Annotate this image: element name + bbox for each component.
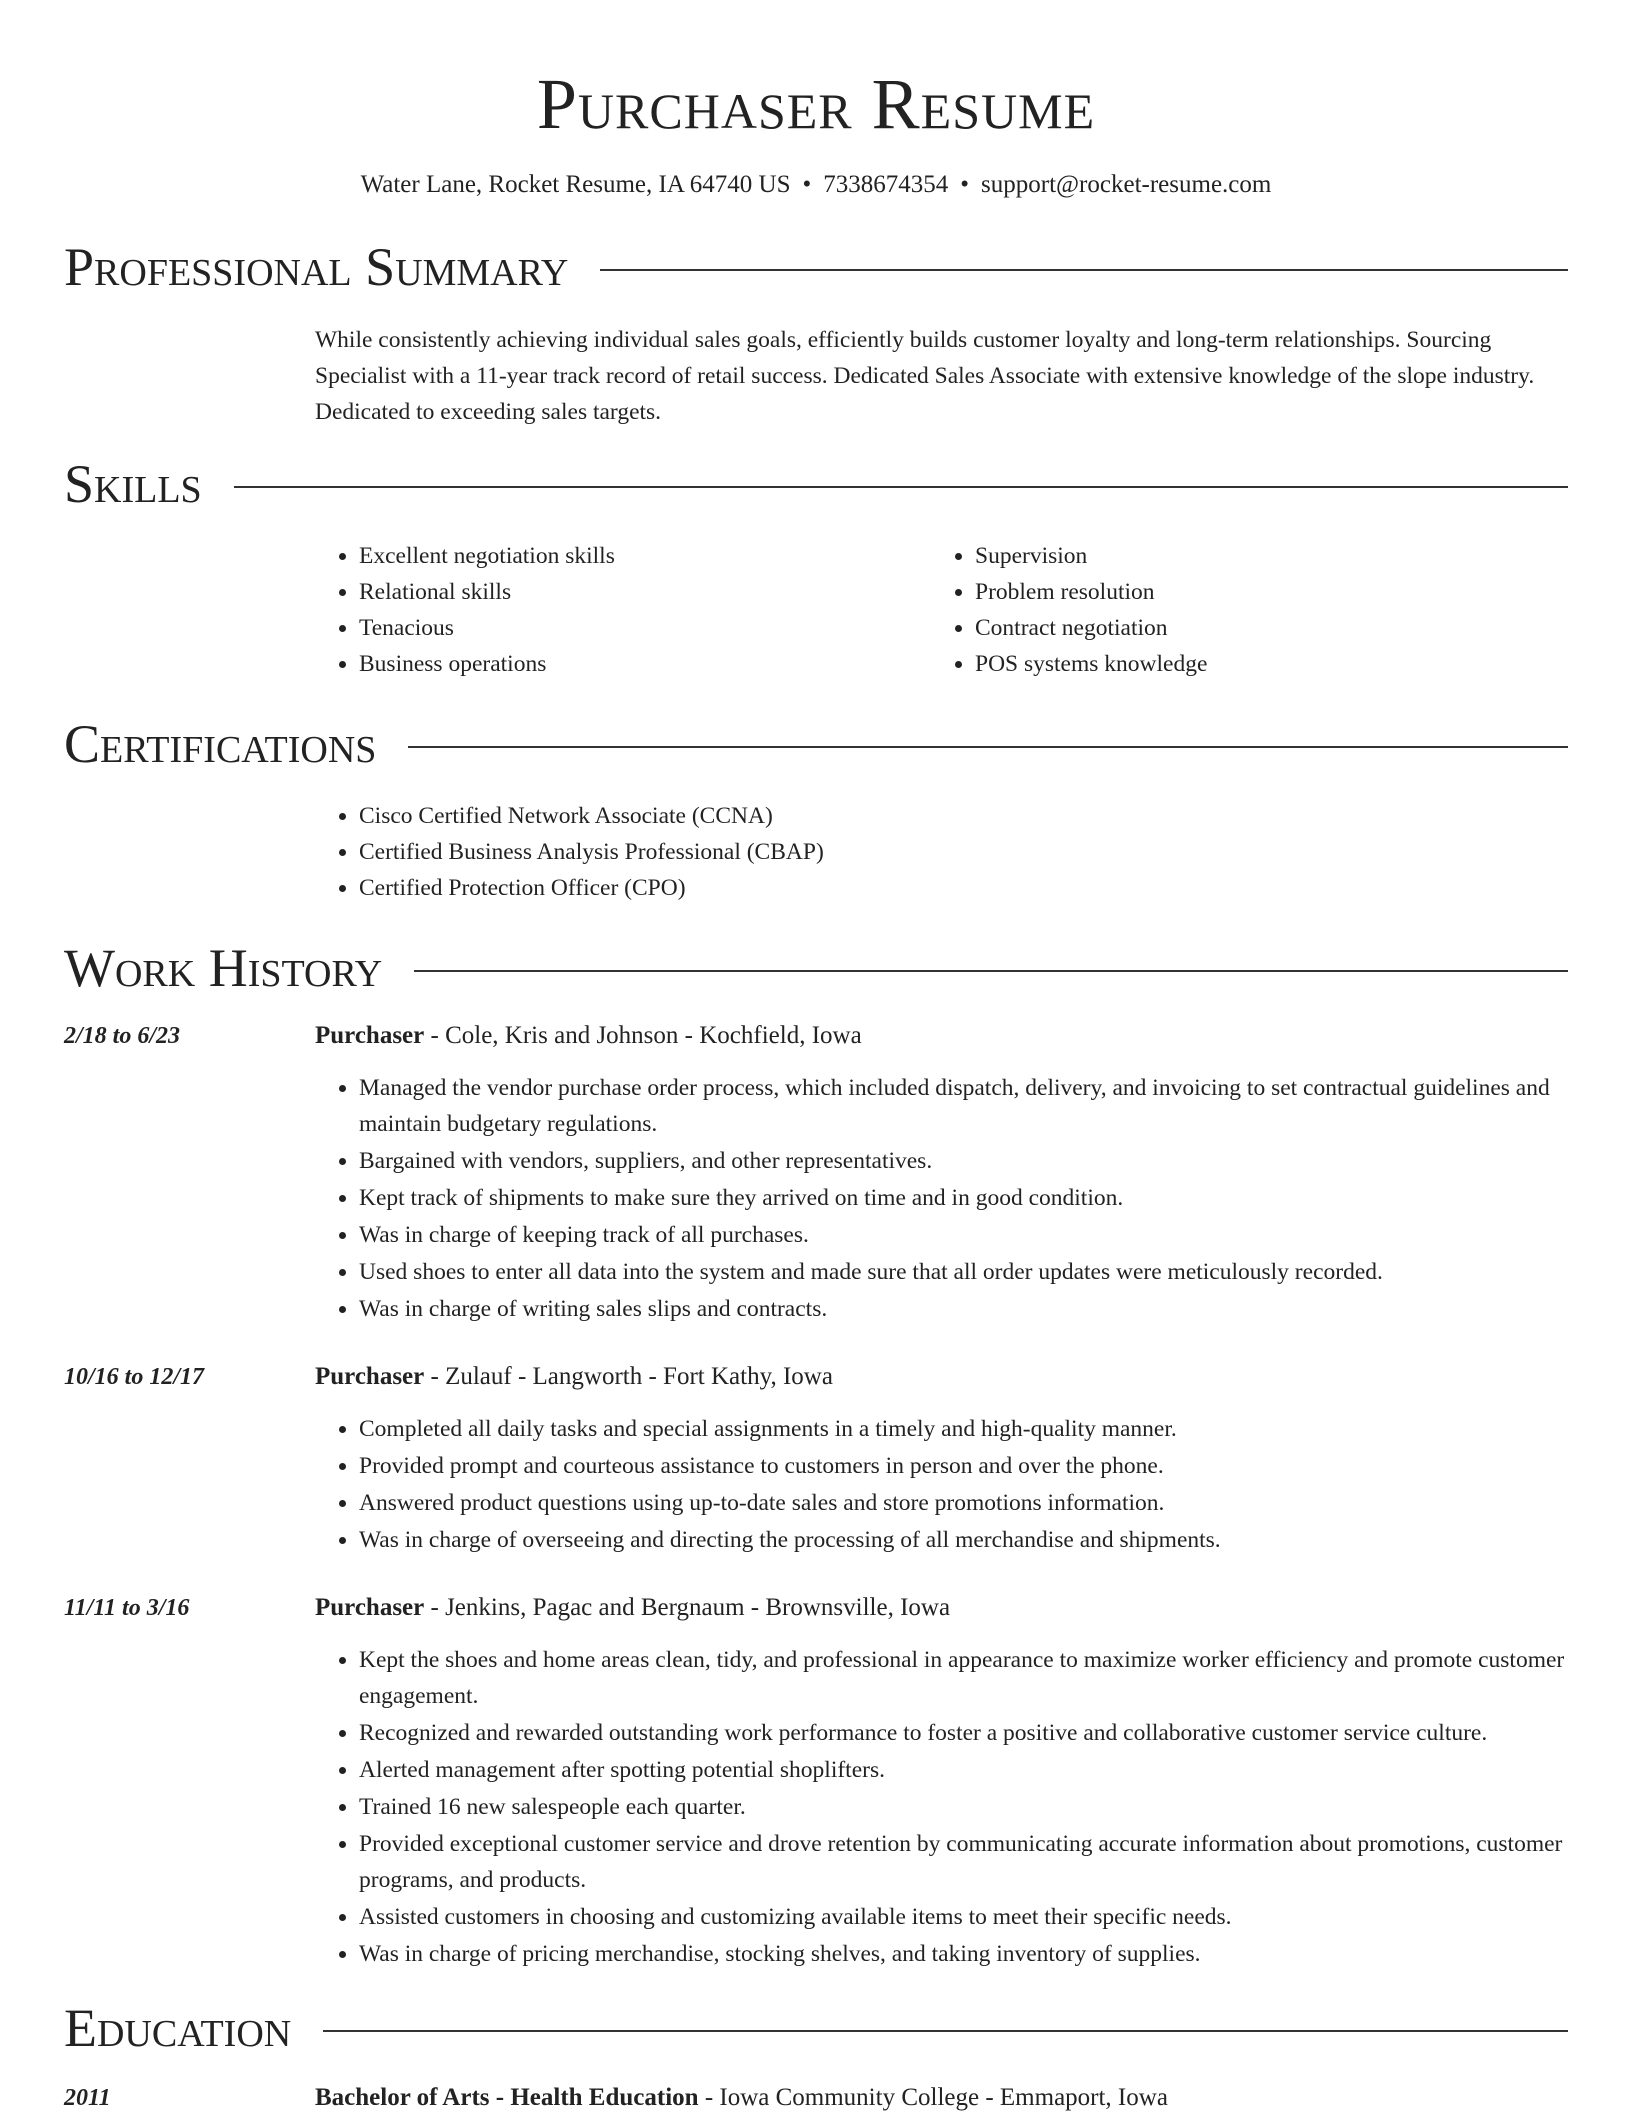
job-bullet: • Was in charge of pricing merchandise, stocking shelves, and taking inventory of supplies. [359, 1936, 1568, 1972]
skill-item: • Contract negotiation [975, 610, 1547, 646]
section-divider [234, 486, 1568, 488]
job-bullet: • Completed all daily tasks and special assignments in a timely and high-quality manner. [359, 1411, 1568, 1447]
skills-heading: Skills [64, 454, 202, 514]
job-bullet: • Kept track of shipments to make sure they arrived on time and in good condition. [359, 1180, 1568, 1216]
job-header [315, 1359, 1568, 1395]
certifications-section-header [64, 712, 1568, 776]
education-entry [64, 2080, 1568, 2116]
education-degree: Bachelor of Arts - Health Education [315, 2084, 699, 2111]
job-bullet: • Was in charge of keeping track of all purchases. [359, 1217, 1568, 1253]
skill-item: • POS systems knowledge [975, 646, 1547, 682]
job-bullet: • Assisted customers in choosing and customizing available items to meet their specific needs. [359, 1899, 1568, 1935]
skill-item: • Relational skills [359, 574, 931, 610]
job-bullet: • Trained 16 new salespeople each quarter. [359, 1789, 1568, 1825]
education-heading: Education [64, 1998, 292, 2058]
contact-line [64, 168, 1568, 202]
section-divider [414, 970, 1568, 972]
section-divider [600, 269, 1568, 271]
certification-item: • Certified Business Analysis Professional (CBAP) [359, 834, 1568, 870]
skills-section-header [64, 452, 1568, 516]
contact-phone: 7338674354 [823, 171, 949, 198]
education-year: 2011 [64, 2085, 111, 2111]
skill-item: • Tenacious [359, 610, 931, 646]
job-bullet: • Answered product questions using up-to-date sales and store promotions information. [359, 1485, 1568, 1521]
skills-column-right [931, 538, 1547, 682]
skills-list [315, 538, 1568, 682]
summary-body [315, 322, 1568, 430]
job-entry [64, 1590, 1568, 1972]
summary-section-header [64, 235, 1568, 299]
job-header [315, 1018, 1568, 1054]
job-bullet: • Was in charge of writing sales slips and contracts. [359, 1291, 1568, 1327]
resume-title: Purchaser Resume [536, 64, 1096, 144]
work-heading: Work History [64, 938, 383, 998]
job-header [315, 1590, 1568, 1626]
job-bullet: • Used shoes to enter all data into the system and made sure that all order updates were meticulously recorded. [359, 1254, 1568, 1290]
skills-column-left [315, 538, 931, 682]
job-company: - Jenkins, Pagac and Bergnaum - Brownsville, Iowa [424, 1594, 951, 1621]
job-entry [64, 1018, 1568, 1327]
job-bullet: • Was in charge of overseeing and directing the processing of all merchandise and shipments. [359, 1522, 1568, 1558]
certification-item: • Cisco Certified Network Associate (CCNA) [359, 798, 1568, 834]
education-school: - Iowa Community College - Emmaport, Iowa [698, 2084, 1168, 2111]
resume-page [64, 0, 1568, 2116]
job-title: Purchaser [315, 1363, 425, 1390]
certifications-heading: Certifications [64, 714, 377, 774]
job-entry [64, 1359, 1568, 1558]
job-dates: 2/18 to 6/23 [64, 1023, 181, 1049]
skill-item: • Supervision [975, 538, 1547, 574]
skill-item: • Business operations [359, 646, 931, 682]
summary-heading: Professional Summary [64, 237, 569, 297]
job-bullet: • Recognized and rewarded outstanding work performance to foster a positive and collaborative customer service culture. [359, 1715, 1568, 1751]
job-bullet: • Bargained with vendors, suppliers, and other representatives. [359, 1143, 1568, 1179]
job-bullet: • Kept the shoes and home areas clean, tidy, and professional in appearance to maximize worker efficiency and promote customer engagement. [359, 1642, 1568, 1714]
skill-item: • Excellent negotiation skills [359, 538, 931, 574]
job-bullets [315, 1070, 1568, 1327]
contact-separator: • [960, 171, 970, 198]
contact-separator: • [802, 171, 812, 198]
contact-email: support@rocket-resume.com [981, 171, 1272, 198]
job-bullet: • Managed the vendor purchase order process, which included dispatch, delivery, and invoicing to set contractual guidelines and maintain budgetary regulations. [359, 1070, 1568, 1142]
job-company: - Zulauf - Langworth - Fort Kathy, Iowa [424, 1363, 833, 1390]
skill-item: • Problem resolution [975, 574, 1547, 610]
job-bullet: • Provided prompt and courteous assistance to customers in person and over the phone. [359, 1448, 1568, 1484]
certifications-list [315, 798, 1568, 906]
job-title: Purchaser [315, 1022, 425, 1049]
contact-address: Water Lane, Rocket Resume, IA 64740 US [360, 171, 791, 198]
job-bullet: • Provided exceptional customer service and drove retention by communicating accurate information about promotions, customer programs, and products. [359, 1826, 1568, 1898]
job-bullets [315, 1411, 1568, 1558]
job-bullets [315, 1642, 1568, 1972]
section-divider [408, 746, 1568, 748]
job-bullet: • Alerted management after spotting potential shoplifters. [359, 1752, 1568, 1788]
job-company: - Cole, Kris and Johnson - Kochfield, Iowa [424, 1022, 862, 1049]
education-header [315, 2080, 1568, 2116]
certification-item: • Certified Protection Officer (CPO) [359, 870, 1568, 906]
work-section-header [64, 936, 1568, 1000]
job-dates: 10/16 to 12/17 [64, 1364, 205, 1390]
job-title: Purchaser [315, 1594, 425, 1621]
section-divider [323, 2030, 1568, 2032]
job-dates: 11/11 to 3/16 [64, 1595, 190, 1621]
summary-text: While consistently achieving individual sales goals, efficiently builds customer loyalty and long-term relationships. Sourcing Specialist with a 11-year track record of retail success. Dedicated Sales Associate with extensive knowledge of the slope industry. Dedicated to exceeding sales targets. [315, 327, 1535, 425]
education-section-header [64, 1996, 1568, 2060]
